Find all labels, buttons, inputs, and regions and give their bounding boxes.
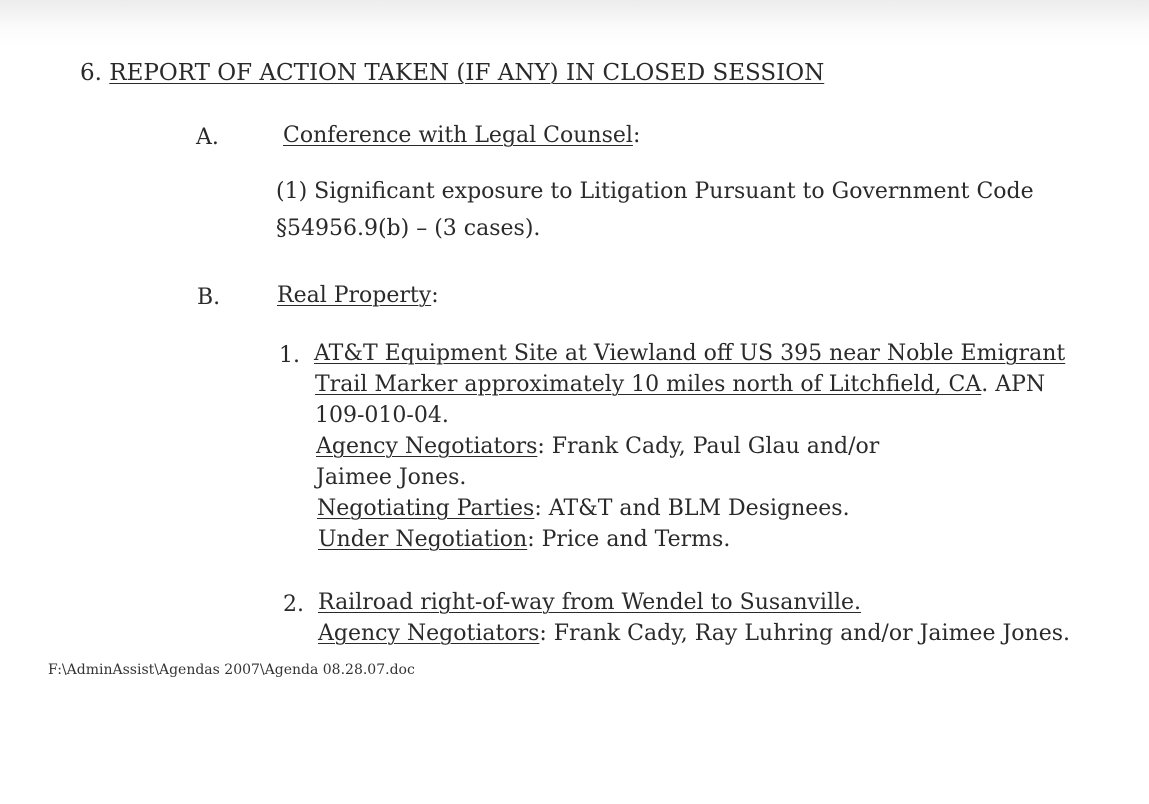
item-a-line-2: §54956.9(b) – (3 cases). bbox=[276, 216, 541, 241]
item-b-title: Real Property bbox=[277, 283, 432, 308]
sub-1-apn-label: . APN bbox=[981, 372, 1046, 397]
sub-2-number: 2. bbox=[283, 592, 304, 617]
sub-1-apn-number: 109-010-04. bbox=[315, 403, 449, 428]
sub-1-line-2 bbox=[315, 370, 1045, 400]
sub-1-under-line bbox=[318, 525, 730, 555]
section-title: REPORT OF ACTION TAKEN (IF ANY) IN CLOSED SESSION bbox=[109, 60, 825, 86]
item-a-title: Conference with Legal Counsel bbox=[283, 123, 633, 148]
sub-1-parties-line bbox=[317, 494, 850, 524]
sub-1-under-value: : Price and Terms. bbox=[527, 527, 731, 552]
sub-2-agency-line bbox=[318, 619, 1070, 649]
sub-1-under-label: Under Negotiation bbox=[318, 527, 528, 552]
sub-2-agency-value: : Frank Cady, Ray Luhring and/or Jaimee Jones. bbox=[539, 621, 1071, 646]
sub-1-number: 1. bbox=[279, 343, 300, 368]
item-a-colon: : bbox=[632, 123, 641, 148]
item-a-heading bbox=[283, 121, 640, 151]
item-a-letter: A. bbox=[196, 125, 219, 150]
section-number: 6. bbox=[80, 60, 102, 86]
sub-1-location: Trail Marker approximately 10 miles north of Litchfield, CA bbox=[315, 372, 982, 397]
sub-1-agency-value: : Frank Cady, Paul Glau and/or bbox=[537, 434, 880, 459]
item-b-colon: : bbox=[431, 283, 439, 308]
sub-1-line-1: AT&T Equipment Site at Viewland off US 395 near Noble Emigrant bbox=[314, 341, 1066, 366]
scan-edge-shadow bbox=[0, 0, 1149, 26]
sub-1-parties-value: : AT&T and BLM Designees. bbox=[534, 496, 850, 521]
footer-file-path: F:\AdminAssist\Agendas 2007\Agenda 08.28.07.doc bbox=[48, 662, 415, 678]
sub-2-line-1: Railroad right-of-way from Wendel to Susanville. bbox=[318, 590, 862, 615]
sub-2-agency-label: Agency Negotiators bbox=[318, 621, 540, 646]
item-b-letter: B. bbox=[197, 285, 221, 310]
item-a-line-1: (1) Significant exposure to Litigation Pursuant to Government Code bbox=[276, 179, 1034, 204]
section-heading bbox=[80, 58, 824, 88]
sub-1-agency-line bbox=[316, 432, 879, 462]
sub-1-agency-label: Agency Negotiators bbox=[316, 434, 538, 459]
sub-1-agency-cont: Jaimee Jones. bbox=[316, 465, 467, 490]
sub-1-parties-label: Negotiating Parties bbox=[317, 496, 535, 521]
item-b-heading bbox=[277, 281, 439, 311]
